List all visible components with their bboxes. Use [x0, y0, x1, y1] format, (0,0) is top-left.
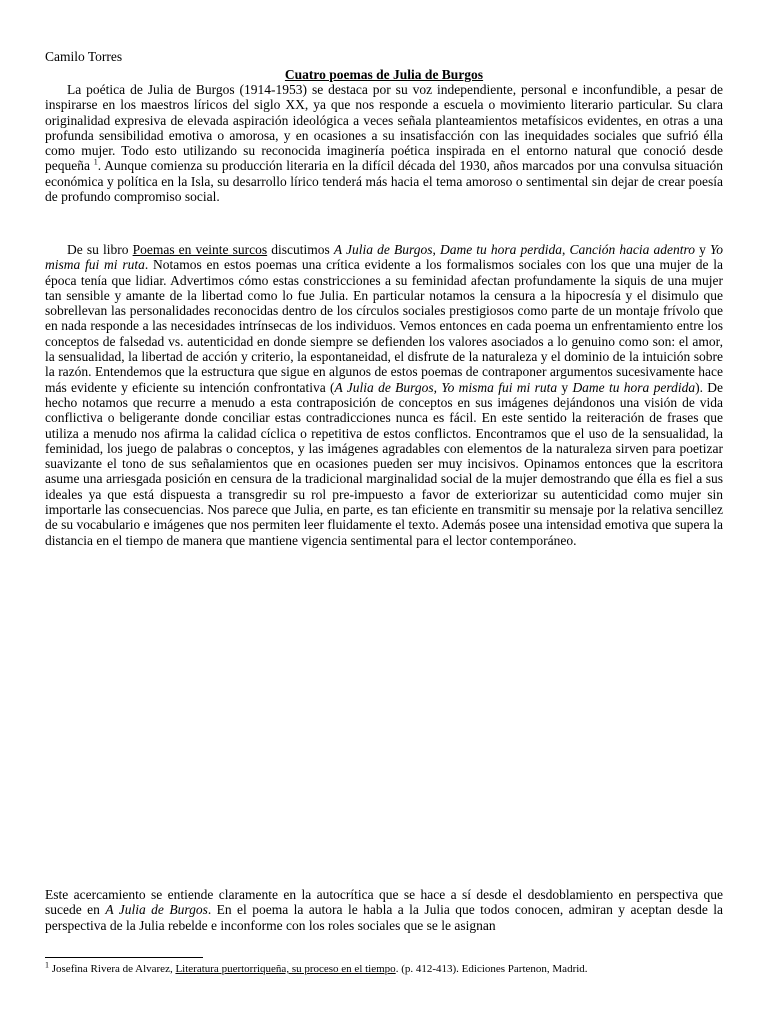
paragraph-text: La poética de Julia de Burgos (1914-1953) se destaca por su voz independiente, personal e inconfundible, a pesar de inspirarse en los maestros líricos del siglo XX, ya que nos responde a escuela o movimiento literario particular. Su clara originalidad expresiva de elevada aspiración ideológica a veces señala planteamientos metafísicos evidentes, en otras a una profunda sensibilidad emotiva o amorosa, y en ocasiones a su insatisfacción con las inequidades sociales que sufrió élla como mujer. Todo esto utilizando su reconocida imaginería poética inspirada en el entorno natural que conoció desde pequeña — [45, 82, 723, 174]
paragraph-text: , — [433, 379, 442, 395]
footnote-text: . (p. 412-413). Ediciones Partenon, Madrid. — [395, 963, 588, 975]
document-page — [45, 0, 723, 1024]
footnote-separator — [45, 957, 203, 958]
poem-title: Canción hacia adentro — [569, 242, 695, 257]
paragraph-text: discutimos — [267, 242, 334, 257]
poem-title: A Julia de Burgos — [334, 379, 434, 395]
paragraph-text: Este acercamiento se entiende claramente en la autocrítica que se hace a sí desde el desdoblamiento en perspectiva que sucede en — [45, 887, 723, 918]
paragraph-text: , — [562, 242, 570, 257]
paragraph-analysis — [45, 242, 723, 548]
paragraph-text: . Notamos en estos poemas una crítica evidente a los formalismos sociales con los que una mujer de la época tenía que lidiar. Advertimos cómo estas constricciones a su feminidad afectan profundamente la siquis de una mujer tan sensible y amante de la libertad como lo fue Julia. En particular notamos la censura a la hipocresía y el disimulo que sobrellevan las personalidades reconocidas dentro de los círculos sociales prestigiosos como parte de un montaje frívolo que en nada responde a las necesidades intrínsecas de los individuos. Vemos entonces en cada poema un enfrentamiento entre los conceptos de falsedad vs. autenticidad en donde siempre se defienden los valores asociados a lo genuino como son: el amor, la sensualidad, la libertad de acción y criterio, la espontaneidad, el disfrute de la naturaleza y el dominio de la intuición sobre la razón. Entendemos que la estructura que sigue en algunos de estos poemas de contraponer argumentos sucesivamente hace más evidente y eficiente su intención confrontativa ( — [45, 257, 723, 395]
paragraph-text: . En el poema la autora le habla a la Julia que todos conocen, admiran y aceptan desde la perspectiva de la Julia rebelde e inconforme con los roles sociales que se le asignan — [45, 902, 723, 933]
paragraph-closing — [45, 887, 723, 933]
paragraph-text: ). De hecho notamos que recurre a menudo a esta contraposición de conceptos en sus imágenes dejándonos una visión de vida conflictiva o beligerante donde conciliar estas contradicciones nunca es fácil. En este sentido la reiteración de frases que utiliza a menudo nos afirma la calidad cíclica o repetitiva de estos conflictos. Encontramos que el uso de la sensualidad, la feminidad, los juego de palabras o conceptos, y las imágenes agradables con elementos de la naturaleza sirven para poetizar suavizante el tono de sus señalamientos que en ocasiones pueden ser muy incisivos. Opinamos entonces que la escritora asume una arriesgada posición en censura de la tradicional marginalidad social de la mujer demostrando que élla es fiel a sus ideales ya que está dispuesta a transgredir su rol pre-impuesto a favor de exteriorizar su autenticidad como mujer sin importarle las consecuencias. Nos parece que Julia, en parte, es tan eficiente en transmitir su mensaje por la relativa sencillez de su vocabulario e imágenes que nos permiten leer fluidamente el texto. Además posee una intensidad emotiva que supera la distancia en el tiempo de manera que mantiene vigencia sentimental para el lector contemporáneo. — [45, 379, 724, 548]
paragraph-text: , — [432, 242, 440, 257]
poem-title: A Julia de Burgos — [105, 902, 208, 918]
document-title: Cuatro poemas de Julia de Burgos — [284, 67, 484, 82]
paragraph-text: De su libro — [67, 242, 133, 257]
paragraph-text: y — [695, 242, 710, 257]
paragraph-text: y — [557, 379, 573, 395]
footnote-reference[interactable]: 1 — [93, 157, 98, 167]
paragraph-text: . Aunque comienza su producción literaria en la difícil década del 1930, años marcados por una convulsa situación económica y política en la Isla, su desarrollo lírico tenderá más hacia el tema amoroso o sentimental sin dejar de crear poesía de profundo compromiso social. — [45, 158, 723, 205]
poem-title: A Julia de Burgos — [333, 242, 433, 257]
book-title: Poemas en veinte surcos — [132, 242, 268, 257]
paragraph-intro — [45, 82, 723, 204]
poem-title: Dame tu hora perdida — [439, 242, 563, 257]
poem-title: Yo misma fui mi ruta — [441, 379, 558, 395]
footnote-book-title: Literatura puertorriqueña, su proceso en el tiempo — [175, 963, 396, 975]
footnote-number: 1 — [45, 960, 49, 970]
poem-title: Dame tu hora perdida — [572, 379, 696, 395]
author-name: Camilo Torres — [45, 49, 123, 64]
footnote-text: Josefina Rivera de Alvarez, — [49, 963, 176, 975]
footnote — [45, 960, 723, 976]
poem-title: Yo misma fui mi ruta — [45, 242, 724, 273]
